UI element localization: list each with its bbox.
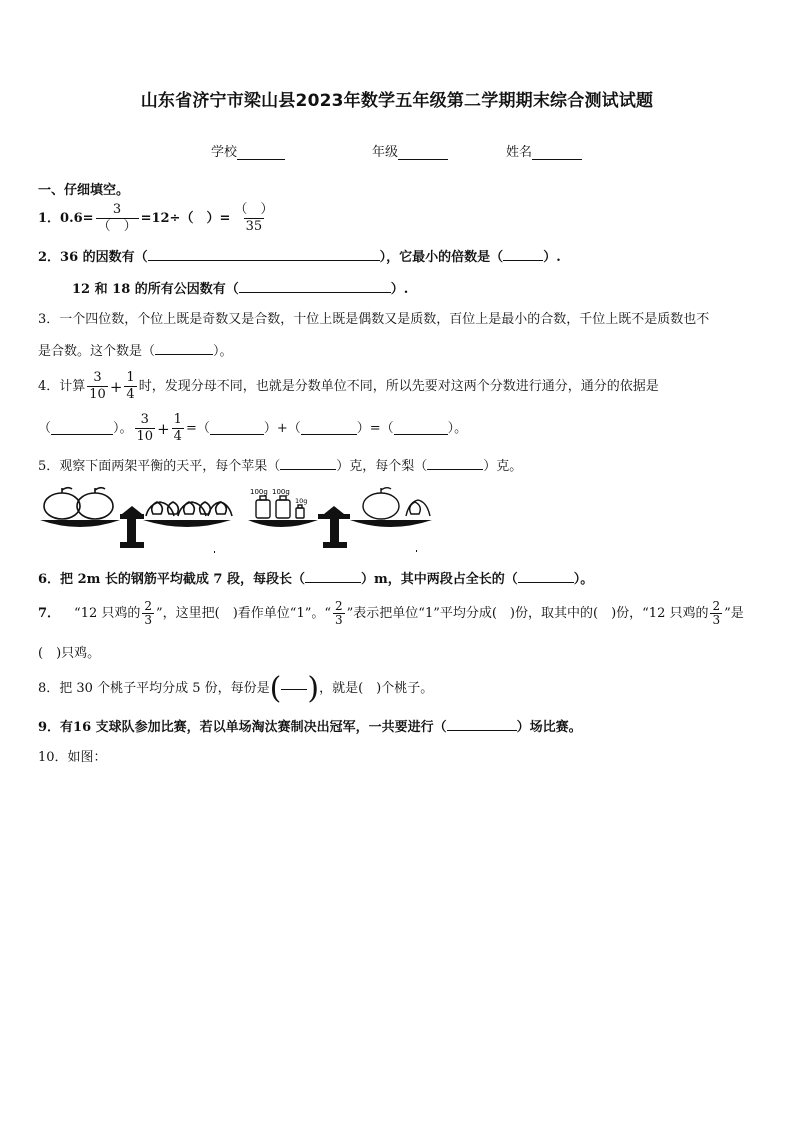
- question-8: 8．把 30 个桃子平均分成 5 份，每份是 ( ) ，就是( )个桃子。: [38, 671, 434, 706]
- weight-label: 100g: [272, 488, 290, 496]
- question-2: 2．36 的因数有（ ），它最小的倍数是（ ）.: [38, 250, 561, 265]
- school-label: 学校: [211, 145, 238, 160]
- answer-blank[interactable]: [305, 570, 361, 583]
- balance-illustration-1: [38, 484, 238, 556]
- page-title: 山东省济宁市梁山县2023年数学五年级第二学期期末综合测试试题: [140, 91, 654, 111]
- answer-blank[interactable]: [51, 422, 113, 435]
- fraction: $\frac{( )}{35}$: [234, 202, 274, 234]
- question-4-line-1: 4．计算 $\frac{3}{10}$ + $\frac{1}{4}$ 时，发现分母不同，也就是分数单位不同，所以先要对这两个分数进行通分，通分的依据是: [38, 370, 659, 402]
- question-4-line-2: （ ）。 $\frac{3}{10}$ + $\frac{1}{4}$ =（ ）+（ ）=（ ）。: [38, 412, 468, 444]
- fraction: $\frac{2}{3}$: [335, 599, 343, 627]
- fraction: $\frac{2}{3}$: [712, 599, 721, 627]
- fraction: $\frac{3}{10}$: [136, 412, 154, 444]
- answer-blank[interactable]: [239, 280, 391, 293]
- answer-blank[interactable]: [210, 422, 264, 435]
- answer-blank[interactable]: [280, 457, 336, 470]
- question-7-line-1: 7． “12 只鸡的 $\frac{2}{3}$ ”，这里把( )看作单位“1”。“ $\frac{2}{3}$ ”表示把单位“1”平均分成( )份，取其中的( )份，“12 只鸡的 $\frac{2}{3}$ ”是: [38, 599, 744, 627]
- fraction: $\frac{3}{10}$: [89, 370, 106, 402]
- grade-label: 年级: [372, 145, 399, 160]
- grade-field[interactable]: [372, 141, 448, 160]
- question-10: 10．如图：: [38, 750, 107, 765]
- weight-label: 100g: [250, 488, 268, 496]
- question-6: 6．把 2m 长的钢筋平均截成 7 段，每段长（ ）m，其中两段占全长的（ ）。: [38, 572, 594, 587]
- question-5: 5．观察下面两架平衡的天平，每个苹果（ ）克，每个梨（ ）克。: [38, 459, 523, 474]
- balance-illustration-2: [246, 484, 438, 556]
- question-7-line-2: ( )只鸡。: [38, 646, 101, 661]
- fraction: $\frac{1}{4}$: [126, 370, 135, 402]
- name-field[interactable]: [506, 141, 582, 160]
- answer-blank[interactable]: [503, 248, 543, 261]
- question-3-line-1: 3．一个四位数，个位上既是奇数又是合数，十位上既是偶数又是质数，百位上是最小的合数，千位上既不是质数也不: [38, 312, 710, 327]
- fraction: $\frac{1}{4}$: [173, 412, 182, 444]
- question-2-part-b: 12 和 18 的所有公因数有（ ）.: [72, 282, 409, 297]
- question-1: 1． 0.6= $\frac{3}{( )}$ =12÷（ ）= $\frac{( )}{35}$: [38, 202, 274, 234]
- answer-blank[interactable]: [518, 570, 574, 583]
- answer-blank[interactable]: [301, 422, 357, 435]
- fraction: $\frac{2}{3}$: [144, 599, 153, 627]
- fraction: $\frac{3}{( )}$: [97, 202, 137, 234]
- question-3-line-2: 是合数。这个数是（ ）。: [38, 344, 233, 359]
- answer-blank[interactable]: [281, 688, 307, 690]
- school-field[interactable]: [211, 141, 285, 160]
- answer-blank[interactable]: [427, 457, 483, 470]
- answer-blank[interactable]: [394, 422, 448, 435]
- answer-blank[interactable]: [155, 342, 213, 355]
- question-9: 9．有16 支球队参加比赛，若以单场淘汰赛制决出冠军，一共要进行（ ）场比赛。: [38, 720, 582, 735]
- answer-blank[interactable]: [447, 718, 517, 731]
- name-label: 姓名: [506, 145, 533, 160]
- weight-label: 10g: [295, 497, 308, 505]
- answer-blank[interactable]: [148, 248, 380, 261]
- section-heading: 一、仔细填空。: [38, 183, 130, 198]
